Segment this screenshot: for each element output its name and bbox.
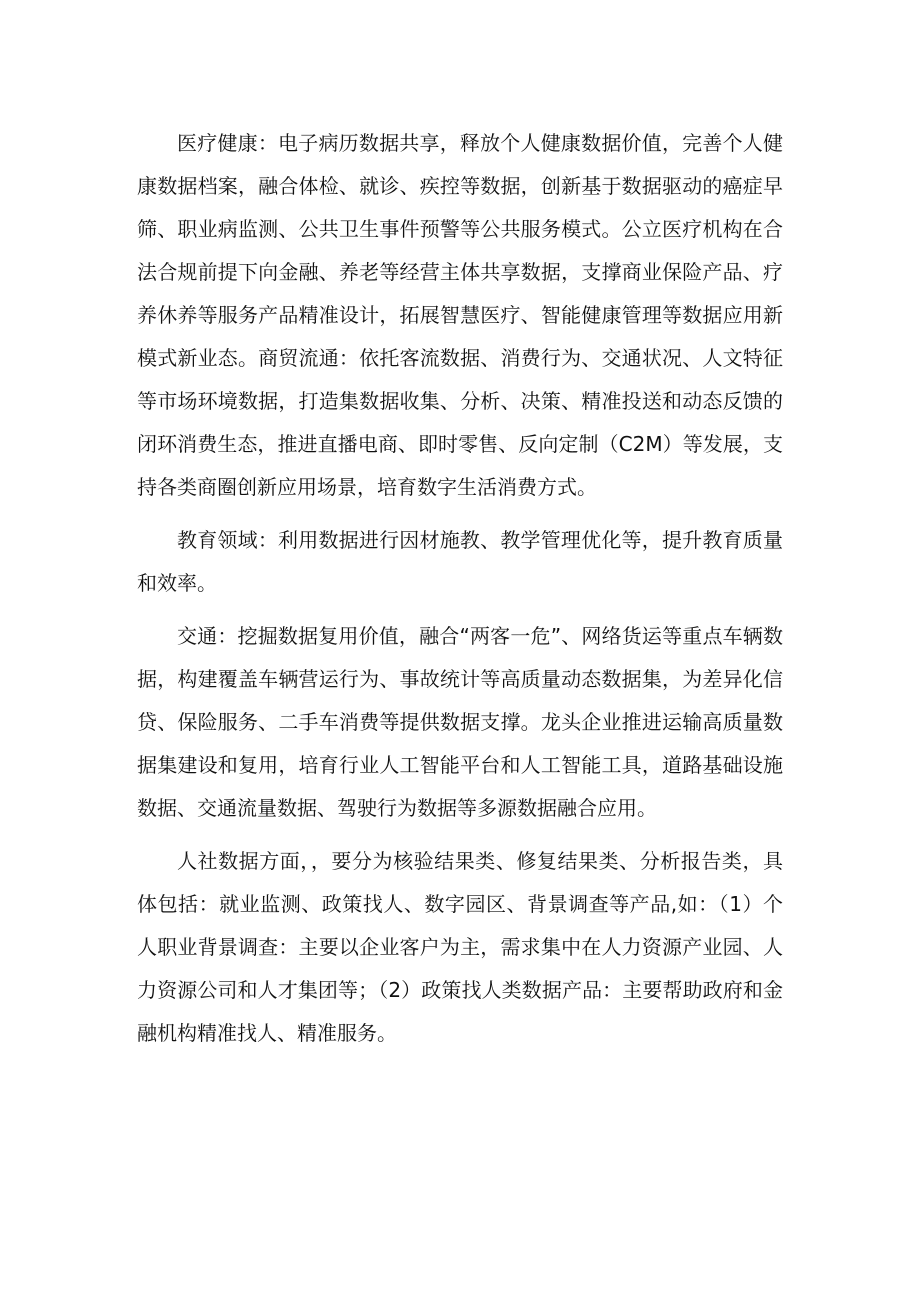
document-body — [137, 122, 783, 1065]
paragraph-transportation: 交通：挖掘数据复用价值，融合“两客一危”、网络货运等重点车辆数据，构建覆盖车辆营运行为、事故统计等高质量动态数据集，为差异化信贷、保险服务、二手车消费等提供数据支撑。龙头企业推进运输高质量数据集建设和复用，培育行业人工智能平台和人工智能工具，道路基础设施数据、交通流量数据、驾驶行为数据等多源数据融合应用。 — [137, 624, 783, 820]
paragraph-social-security: 人社数据方面，，要分为核验结果类、修复结果类、分析报告类，具体包括：就业监测、政策找人、数字园区、背景调查等产品,如：（1）个人职业背景调查：主要以企业客户为主，需求集中在人力资源产业园、人力资源公司和人才集团等；（2）政策找人类数据产品：主要帮助政府和金融机构精准找人、精准服务。 — [137, 849, 783, 1045]
paragraph-healthcare: 医疗健康：电子病历数据共享，释放个人健康数据价值，完善个人健康数据档案，融合体检、就诊、疾控等数据，创新基于数据驱动的癌症早筛、职业病监测、公共卫生事件预警等公共服务模式。公立医疗机构在合法合规前提下向金融、养老等经营主体共享数据，支撑商业保险产品、疗养休养等服务产品精准设计，拓展智慧医疗、智能健康管理等数据应用新模式新业态。商贸流通：依托客流数据、消费行为、交通状况、人文特征等市场环境数据，打造集数据收集、分析、决策、精准投送和动态反馈的闭环消费生态，推进直播电商、即时零售、反向定制（C2M）等发展，支持各类商圈创新应用场景，培育数字生活消费方式。 — [137, 131, 783, 499]
paragraph-education: 教育领域：利用数据进行因材施教、教学管理优化等，提升教育质量和效率。 — [137, 528, 783, 595]
